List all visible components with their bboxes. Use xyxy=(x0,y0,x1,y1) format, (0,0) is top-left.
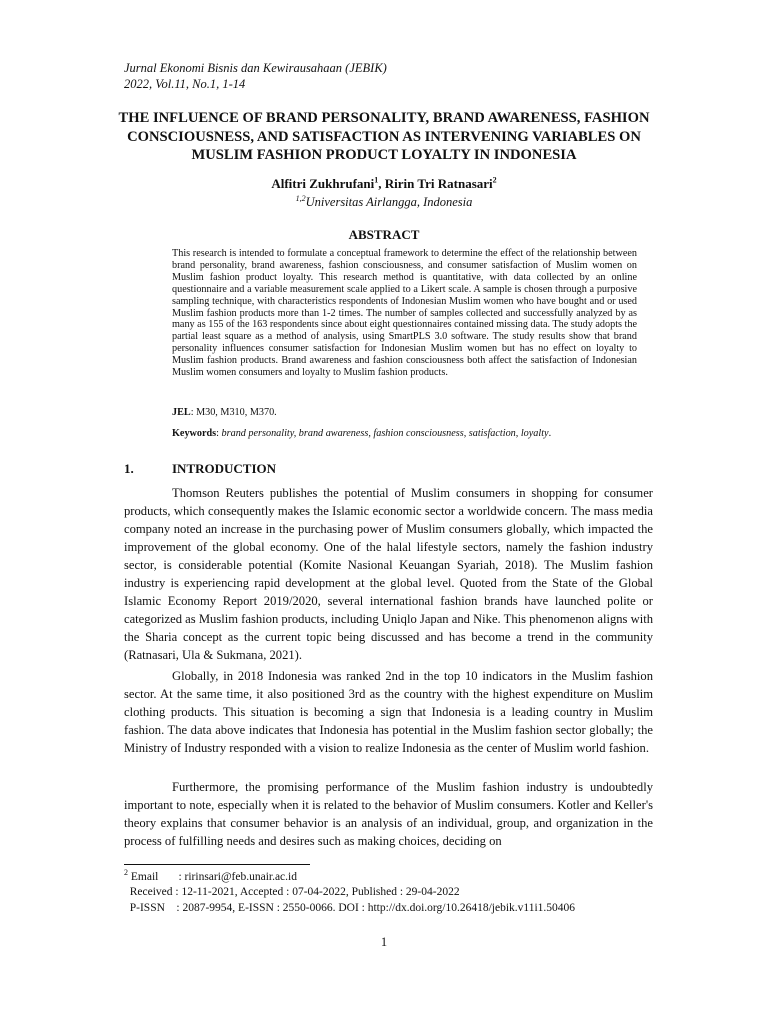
keywords-separator: : xyxy=(216,428,222,439)
footnote-mark: 2 xyxy=(124,868,128,878)
footnote-email xyxy=(124,870,297,885)
affiliation: Universitas Airlangga, Indonesia xyxy=(305,195,473,209)
author-name: Alfitri Zukhrufani xyxy=(271,176,375,191)
section-title: INTRODUCTION xyxy=(172,461,277,476)
jel-value: : M30, M310, M370. xyxy=(190,407,277,418)
footnote-divider xyxy=(124,864,310,865)
author-line xyxy=(124,176,644,192)
author-separator: , xyxy=(378,176,385,191)
affiliation-line xyxy=(124,194,644,210)
author-affil-mark: 2 xyxy=(492,175,497,185)
footnote-dates: Received : 12-11-2021, Accepted : 07-04-2022, Published : 29-04-2022 xyxy=(124,886,460,898)
footnote-email-text: Email : ririnsari@feb.unair.ac.id xyxy=(128,871,297,883)
footnote-issn: P-ISSN : 2087-9954, E-ISSN : 2550-0066. DOI : http://dx.doi.org/10.26418/jebik.v11i1.50406 xyxy=(124,902,576,914)
section-heading xyxy=(124,461,276,477)
body-paragraph: Thomson Reuters publishes the potential of Muslim consumers in shopping for consumer products, which consequently makes the Islamic economic sector a worldwide concern. The mass media company noted an increase in the purchasing power of Muslim consumers globally, which impacted the improvement of the global economy. One of the halal lifestyle sectors, namely the fashion industry sector, is considerable potential (Komite Nasional Keuangan Syariah, 2018). The Muslim fashion industry is experiencing rapid development at the global level. Quoted from the State of the Global Islamic Economy Report 2019/2020, several international fashion brands have launched polite or categorized as Muslim fashion products, including Uniqlo Japan and Nike. This phenomenon aligns with the Sharia concept as the current topic being discussed and has become a trend in the community (Ratnasari, Ula & Sukmana, 2021). xyxy=(124,486,653,662)
section-number: 1. xyxy=(124,461,134,476)
author-name: Ririn Tri Ratnasari xyxy=(384,176,493,191)
journal-volume: 2022, Vol.11, No.1, 1-14 xyxy=(124,77,246,91)
jel-label: JEL xyxy=(172,407,191,418)
keywords xyxy=(172,428,642,440)
jel-codes xyxy=(172,407,637,419)
page-number: 1 xyxy=(380,935,388,949)
journal-header xyxy=(124,60,387,92)
keywords-value: brand personality, brand awareness, fashion consciousness, satisfaction, loyalty xyxy=(221,428,549,439)
journal-name: Jurnal Ekonomi Bisnis dan Kewirausahaan (JEBIK) xyxy=(124,61,387,75)
abstract-heading: ABSTRACT xyxy=(348,227,420,242)
body-paragraph: Globally, in 2018 Indonesia was ranked 2nd in the top 10 indicators in the Muslim fashion sector. At the same time, it also positioned 3rd as the country with the highest expenditure on Muslim clothing products. This situation is becoming a sign that Indonesia is a leading country in Muslim fashion. The data above indicates that Indonesia has potential in the Muslim fashion sector globally; the Ministry of Industry responded with a vision to realize Indonesia as the center of Muslim world fashion. xyxy=(124,669,653,755)
body-paragraph: Furthermore, the promising performance of the Muslim fashion industry is undoubtedly important to note, especially when it is related to the behavior of Muslim consumers. Kotler and Keller's theory explains that consumer behavior is an analysis of an individual, group, and organization in the process of fulfilling needs and desires such as making choices, deciding on xyxy=(124,780,653,848)
abstract-text: This research is intended to formulate a conceptual framework to determine the effect of the relationship between brand personality, brand awareness, fashion consciousness, and consumer satisfaction of Muslim women on Muslim fashion product loyalty. This research method is quantitative, with data collected by an online questionnaire and a variable measurement scale applied to a Likert scale. A sample is chosen through a purposive sampling technique, with characteristics respondents of Indonesian Muslim women who have bought and or used Muslim fashion products more than 1-2 times. The number of samples collected and successfully analyzed by as many as 155 of the 163 respondents since about eight questionnaires contained missing data. The study adopts the partial least square as a method of analysis, using SmartPLS 3.0 software. The study results show that brand personality influences consumer satisfaction for Indonesian Muslim women but has no effect on loyalty to Muslim fashion products. Brand awareness and fashion consciousness both affect the satisfaction of Indonesian Muslim women consumers and loyalty to Muslim fashion products. xyxy=(172,248,637,379)
paper-title: THE INFLUENCE OF BRAND PERSONALITY, BRAND AWARENESS, FASHION CONSCIOUSNESS, AND SATISFACTION AS INTERVENING VARIABLES ON MUSLIM FASHION PRODUCT LOYALTY IN INDONESIA xyxy=(118,110,650,163)
author-affil-mark: 1 xyxy=(374,175,379,185)
affiliation-mark: 1,2 xyxy=(295,193,306,203)
keywords-label: Keywords xyxy=(172,428,217,439)
keywords-end: . xyxy=(548,428,552,439)
